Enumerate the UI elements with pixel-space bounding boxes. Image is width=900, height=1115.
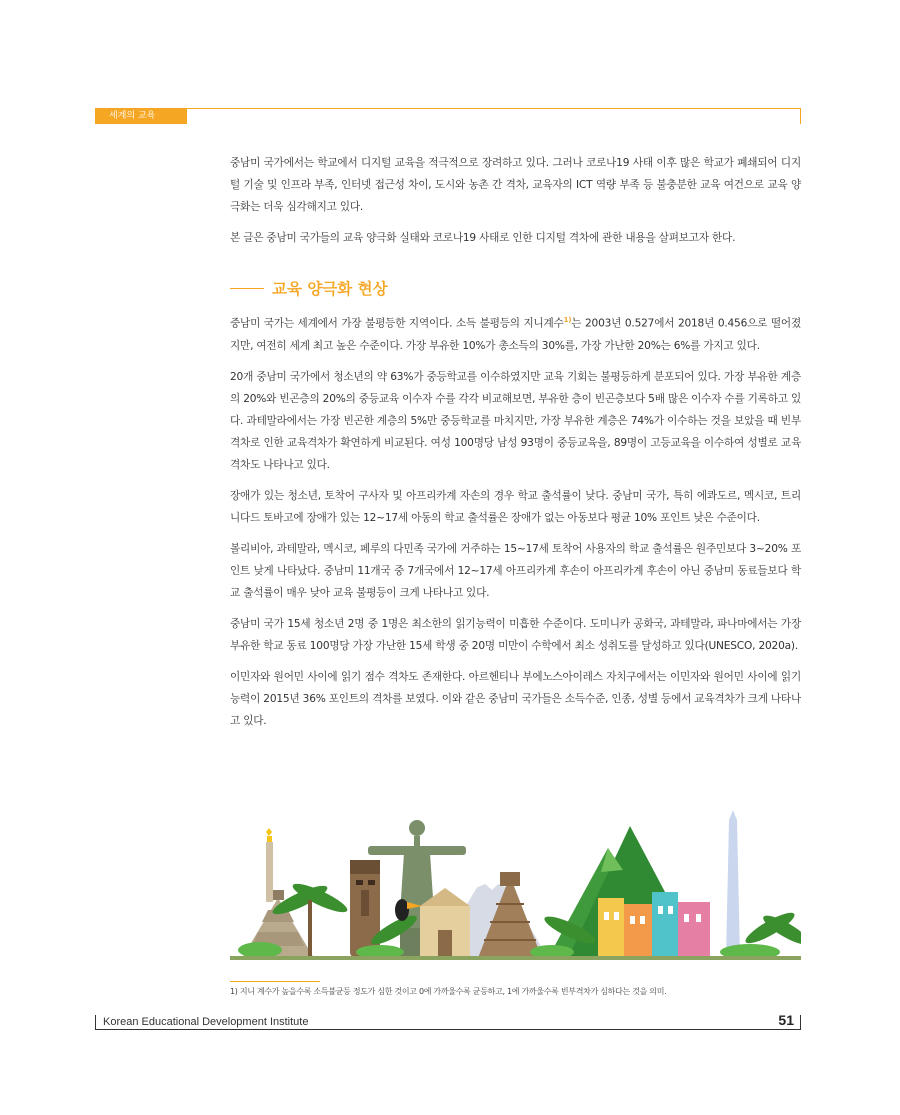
section-heading: [230, 275, 801, 301]
header-rule: [187, 108, 801, 109]
intro-paragraph-2: 본 글은 중남미 국가들의 교육 양극화 실태와 코로나19 사태로 인한 디지털 격차에 관한 내용을 살펴보고자 한다.: [230, 232, 736, 244]
footer-rule-start: [95, 1015, 96, 1029]
intro-paragraph-1: 중남미 국가에서는 학교에서 디지털 교육을 적극적으로 장려하고 있다. 그러나 코로나19 사태 이후 많은 학교가 폐쇄되어 디지털 기술 및 인프라 부족, 인터넷 접근성 차이, 도시와 농촌 간 격차, 교육자의 ICT 역량 부족 등 불충분한 교육 여건으로 교육 양극화는 더욱 심각해지고 있다.: [230, 157, 801, 213]
section-paragraph-2: 20개 중남미 국가에서 청소년의 약 63%가 중등학교를 이수하였지만 교육 기회는 불평등하게 분포되어 있다. 가장 부유한 계층의 20%와 빈곤층의 20%의 중등교육 이수자 수를 각각 비교해보면, 부유한 층이 빈곤층보다 5배 많은 이수자 수를 기록하고 있다. 과테말라에서는 가장 빈곤한 계층의 5%만 중등학교를 마치지만, 가장 부유한 계층은 74%가 이수하는 것을 보았을 때 빈부격차로 인한 교육격차가 확연하게 비교된다. 여성 100명당 남성 93명이 중등교육을, 89명이 고등교육을 이수하여 성별로 교육격차도 나타나고 있다.: [230, 370, 801, 471]
p1-text-before: 중남미 국가는 세계에서 가장 불평등한 지역이다. 소득 불평등의 지니계수: [230, 317, 564, 330]
footer-rule: [95, 1029, 801, 1030]
section-label: 세계의 교육: [95, 108, 187, 124]
footnote: 1) 지니 계수가 높을수록 소득불균등 정도가 심한 것이고 0에 가까울수록 균등하고, 1에 가까울수록 빈부격차가 심하다는 것을 의미.: [230, 987, 667, 996]
footer-rule-end: [800, 1015, 801, 1029]
footnote-ref[interactable]: 1): [563, 316, 572, 324]
page-number: 51: [778, 1012, 794, 1028]
header-rule-end: [800, 108, 801, 124]
latin-america-landmarks-illustration: [230, 780, 801, 965]
section-paragraph-4: 볼리비아, 과테말라, 멕시코, 페루의 다민족 국가에 거주하는 15~17세 토착어 사용자의 학교 출석률은 원주민보다 3~20% 포인트 낮게 나타났다. 중남미 11개국 중 7개국에서 12~17세 아프리카계 후손이 아프리카계 후손이 아닌 중남미 동료들보다 학교 출석률이 매우 낮아 교육 불평등이 크게 나타나고 있다.: [230, 542, 801, 599]
section-paragraph-5: 중남미 국가 15세 청소년 2명 중 1명은 최소한의 읽기능력이 미흡한 수준이다. 도미니카 공화국, 과테말라, 파나마에서는 가장 부유한 학교 동료 100명당 가장 가난한 15세 학생 중 20명 미만이 수학에서 최소 성취도를 달성하고 있다(UNESCO, 2020a).: [230, 617, 801, 652]
footnote-rule: [230, 981, 320, 982]
p1-text-after: 는 2003년 0.527에서 2018년 0.456으로 떨어졌지만, 여전히 세계 최고 높은 수준이다. 가장 부유한 10%가 총소득의 30%를, 가장 가난한 20%는 6%를 가지고 있다.: [230, 317, 801, 352]
footer-organization: Korean Educational Development Institute: [103, 1016, 309, 1028]
section-paragraph-6: 이민자와 원어민 사이에 읽기 점수 격차도 존재한다. 아르헨티나 부에노스아이레스 자치구에서는 이민자와 원어민 사이에 읽기능력이 2015년 36% 포인트의 격차를 보였다. 이와 같은 중남미 국가들은 소득수준, 인종, 성별 등에서 교육격차가 크게 나타나고 있다.: [230, 670, 801, 727]
section-title: 교육 양극화 현상: [272, 280, 388, 298]
article-body: [230, 152, 801, 741]
section-paragraph-3: 장애가 있는 청소년, 토착어 구사자 및 아프리카계 자손의 경우 학교 출석률이 낮다. 중남미 국가, 특히 에콰도르, 멕시코, 트리니다드 토바고에 장애가 있는 12~17세 아동의 학교 출석률은 장애가 없는 아동보다 평균 10% 포인트 낮은 수준이다.: [230, 489, 801, 524]
section-paragraph-1: [230, 309, 801, 357]
heading-line-decoration: [230, 288, 264, 289]
